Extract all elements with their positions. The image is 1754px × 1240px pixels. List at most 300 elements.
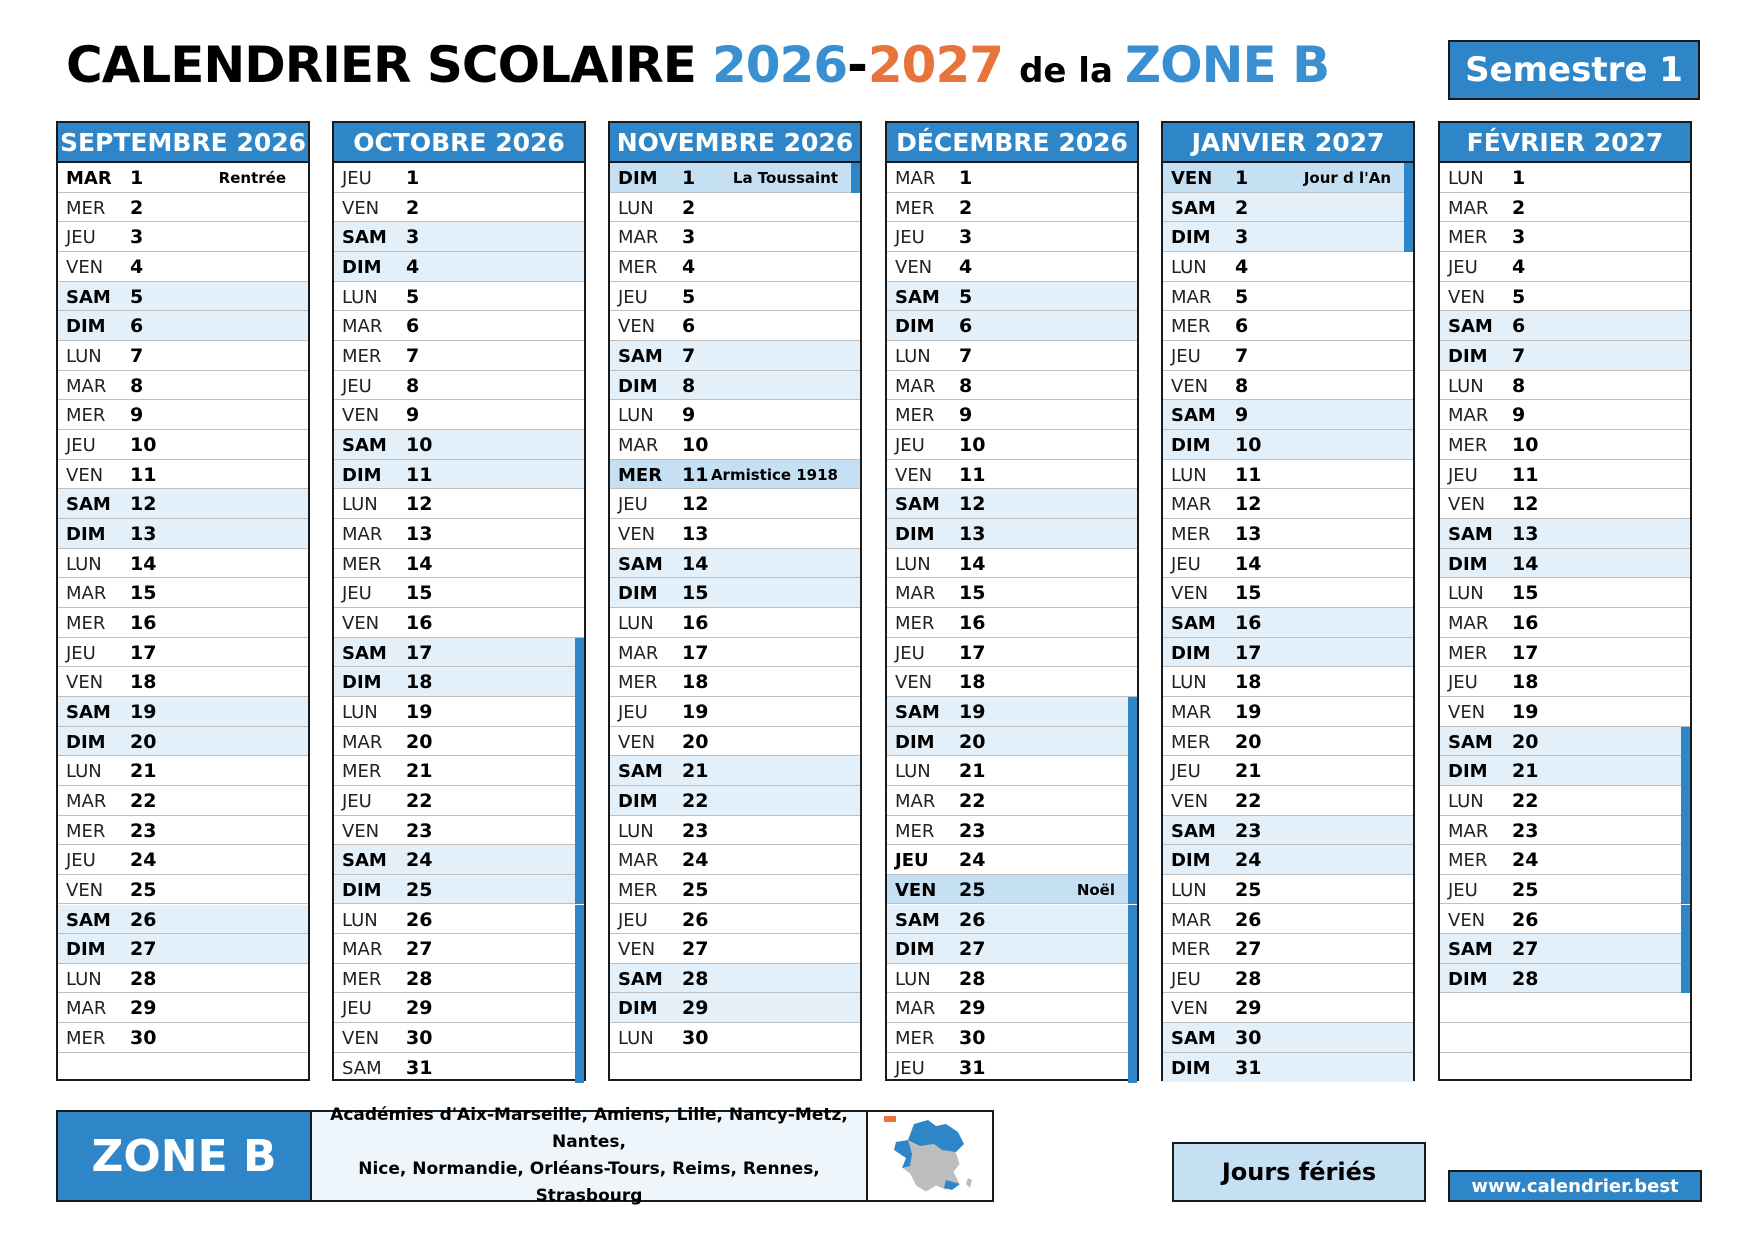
day-of-week: MAR xyxy=(618,434,659,456)
day-of-week: VEN xyxy=(66,464,104,486)
day-number: 4 xyxy=(130,255,144,278)
day-of-week: MAR xyxy=(1448,612,1489,634)
day-of-week: JEU xyxy=(66,434,96,456)
day-row xyxy=(58,1053,308,1083)
day-number: 21 xyxy=(1512,760,1539,783)
day-number: 18 xyxy=(130,671,157,694)
day-number: 16 xyxy=(959,611,986,634)
day-number: 11 xyxy=(1235,463,1262,486)
day-row xyxy=(1440,400,1690,430)
day-number: 4 xyxy=(1512,255,1526,278)
month-header: DÉCEMBRE 2026 xyxy=(887,123,1137,163)
day-of-week: SAM xyxy=(1171,1028,1216,1050)
day-of-week: MAR xyxy=(1171,494,1212,516)
day-number: 21 xyxy=(1235,760,1262,783)
day-of-week: LUN xyxy=(895,968,931,990)
day-of-week: SAM xyxy=(895,286,940,308)
day-row xyxy=(610,756,860,786)
day-number: 6 xyxy=(1235,315,1249,338)
day-of-week: SAM xyxy=(1171,197,1216,219)
day-number: 17 xyxy=(1512,641,1539,664)
day-rows xyxy=(887,163,1137,1079)
day-of-week: LUN xyxy=(618,405,654,427)
day-of-week: VEN xyxy=(618,316,656,338)
day-row xyxy=(610,845,860,875)
day-row xyxy=(887,549,1137,579)
day-row xyxy=(1163,371,1413,401)
france-map-icon-svg xyxy=(880,1114,980,1198)
day-number: 18 xyxy=(406,671,433,694)
day-row xyxy=(887,489,1137,519)
day-of-week: JEU xyxy=(895,1057,925,1079)
day-number: 7 xyxy=(1235,344,1249,367)
day-of-week: MER xyxy=(1448,642,1488,664)
day-row xyxy=(1440,727,1690,757)
day-number: 2 xyxy=(406,196,420,219)
day-of-week: JEU xyxy=(1171,553,1201,575)
day-of-week: VEN xyxy=(342,820,380,842)
day-row xyxy=(1163,430,1413,460)
day-of-week: DIM xyxy=(66,939,106,961)
day-of-week: LUN xyxy=(342,909,378,931)
day-number: 16 xyxy=(406,611,433,634)
day-number: 4 xyxy=(682,255,696,278)
day-of-week: MER xyxy=(1171,939,1211,961)
day-row xyxy=(610,222,860,252)
day-row xyxy=(334,845,584,875)
day-number: 7 xyxy=(406,344,420,367)
day-row xyxy=(1440,608,1690,638)
day-of-week: DIM xyxy=(1171,1057,1211,1079)
day-number: 30 xyxy=(406,1027,433,1050)
day-of-week: SAM xyxy=(342,850,387,872)
day-number: 24 xyxy=(1235,849,1262,872)
day-number: 26 xyxy=(406,908,433,931)
day-of-week: MER xyxy=(342,761,382,783)
day-row xyxy=(610,371,860,401)
day-of-week: DIM xyxy=(895,523,935,545)
day-row xyxy=(610,905,860,935)
day-of-week: JEU xyxy=(342,583,372,605)
day-row xyxy=(1163,460,1413,490)
day-number: 17 xyxy=(682,641,709,664)
day-row xyxy=(610,667,860,697)
day-row xyxy=(1440,311,1690,341)
day-number: 27 xyxy=(406,938,433,961)
day-number: 10 xyxy=(959,433,986,456)
month-header: NOVEMBRE 2026 xyxy=(610,123,860,163)
day-of-week: LUN xyxy=(1171,879,1207,901)
day-number: 21 xyxy=(959,760,986,783)
day-row xyxy=(58,727,308,757)
day-of-week: LUN xyxy=(895,345,931,367)
day-row xyxy=(1440,549,1690,579)
day-row xyxy=(610,1023,860,1053)
day-row xyxy=(334,1023,584,1053)
day-row xyxy=(334,786,584,816)
day-number: 27 xyxy=(1512,938,1539,961)
day-row xyxy=(610,193,860,223)
day-row xyxy=(58,282,308,312)
day-number: 30 xyxy=(959,1027,986,1050)
day-of-week: VEN xyxy=(1448,286,1486,308)
day-of-week: LUN xyxy=(342,701,378,723)
day-row xyxy=(610,311,860,341)
day-of-week: VEN xyxy=(895,256,933,278)
day-of-week: VEN xyxy=(895,464,933,486)
day-row xyxy=(334,252,584,282)
day-number: 5 xyxy=(406,285,420,308)
day-row xyxy=(1163,489,1413,519)
day-number: 2 xyxy=(1512,196,1526,219)
day-row xyxy=(1163,608,1413,638)
day-of-week: VEN xyxy=(895,879,937,901)
month-header: SEPTEMBRE 2026 xyxy=(58,123,308,163)
day-of-week: JEU xyxy=(895,434,925,456)
day-row xyxy=(887,578,1137,608)
day-of-week: MER xyxy=(342,968,382,990)
day-of-week: DIM xyxy=(1171,850,1211,872)
day-row xyxy=(58,964,308,994)
day-number: 13 xyxy=(130,522,157,545)
day-row xyxy=(1440,252,1690,282)
day-of-week: MAR xyxy=(895,998,936,1020)
day-row xyxy=(1440,519,1690,549)
day-of-week: MER xyxy=(66,820,106,842)
day-row xyxy=(610,964,860,994)
day-number: 18 xyxy=(959,671,986,694)
day-number: 15 xyxy=(130,582,157,605)
day-row xyxy=(1440,964,1690,994)
day-rows xyxy=(1440,163,1690,1079)
day-of-week: VEN xyxy=(1171,168,1213,189)
day-of-week: JEU xyxy=(895,850,929,872)
day-row xyxy=(887,1053,1137,1083)
day-row xyxy=(58,460,308,490)
day-of-week: SAM xyxy=(618,553,663,575)
day-number: 15 xyxy=(1235,582,1262,605)
day-row xyxy=(334,697,584,727)
day-number: 20 xyxy=(959,730,986,753)
day-row xyxy=(58,875,308,905)
day-number: 1 xyxy=(130,167,144,189)
day-number: 10 xyxy=(406,433,433,456)
day-row xyxy=(58,222,308,252)
day-row xyxy=(887,786,1137,816)
day-of-week: DIM xyxy=(1171,642,1211,664)
day-of-week: LUN xyxy=(1171,256,1207,278)
day-row xyxy=(334,341,584,371)
day-number: 9 xyxy=(959,404,973,427)
day-row xyxy=(1440,163,1690,193)
day-of-week: JEU xyxy=(618,701,648,723)
day-of-week: JEU xyxy=(66,642,96,664)
day-row xyxy=(334,282,584,312)
day-of-week: DIM xyxy=(342,672,382,694)
day-of-week: MAR xyxy=(895,375,936,397)
day-of-week: LUN xyxy=(1448,790,1484,812)
day-number: 21 xyxy=(682,760,709,783)
day-row xyxy=(887,222,1137,252)
day-number: 19 xyxy=(406,700,433,723)
day-row xyxy=(334,549,584,579)
day-row xyxy=(334,519,584,549)
day-of-week: MER xyxy=(895,820,935,842)
day-of-week: MAR xyxy=(1171,286,1212,308)
day-row xyxy=(1440,341,1690,371)
day-number: 4 xyxy=(1235,255,1249,278)
day-row xyxy=(58,608,308,638)
day-row xyxy=(1163,875,1413,905)
day-row xyxy=(887,697,1137,727)
day-number: 28 xyxy=(130,967,157,990)
day-row xyxy=(58,934,308,964)
day-row xyxy=(58,193,308,223)
day-of-week: JEU xyxy=(342,375,372,397)
day-note: Jour d l'An xyxy=(1303,169,1391,187)
day-number: 23 xyxy=(130,819,157,842)
day-rows xyxy=(1163,163,1413,1079)
day-number: 5 xyxy=(130,285,144,308)
day-row xyxy=(610,578,860,608)
day-number: 28 xyxy=(1235,967,1262,990)
day-number: 1 xyxy=(682,167,696,189)
day-of-week: DIM xyxy=(1448,553,1488,575)
month-column xyxy=(1438,121,1692,1081)
day-rows xyxy=(58,163,308,1079)
day-of-week: LUN xyxy=(66,968,102,990)
day-number: 29 xyxy=(682,997,709,1020)
day-row xyxy=(334,578,584,608)
day-row xyxy=(610,816,860,846)
day-of-week: VEN xyxy=(342,1028,380,1050)
zone-info-box xyxy=(56,1105,994,1206)
day-row xyxy=(58,1023,308,1053)
day-of-week: MAR xyxy=(1448,197,1489,219)
day-number: 7 xyxy=(959,344,973,367)
day-row xyxy=(1163,163,1413,193)
day-row xyxy=(1163,786,1413,816)
day-row xyxy=(610,786,860,816)
day-number: 13 xyxy=(1235,522,1262,545)
day-row xyxy=(58,993,308,1023)
day-of-week: VEN xyxy=(618,523,656,545)
day-row xyxy=(1163,697,1413,727)
day-row xyxy=(1163,282,1413,312)
day-row xyxy=(610,282,860,312)
day-of-week: SAM xyxy=(342,227,387,249)
day-row xyxy=(610,875,860,905)
day-of-week: DIM xyxy=(342,464,382,486)
month-column xyxy=(608,121,862,1081)
day-row xyxy=(887,993,1137,1023)
day-of-week: SAM xyxy=(1448,316,1493,338)
day-number: 4 xyxy=(406,255,420,278)
day-number: 19 xyxy=(130,700,157,723)
day-number: 6 xyxy=(130,315,144,338)
day-number: 19 xyxy=(959,700,986,723)
day-of-week: LUN xyxy=(66,553,102,575)
day-row xyxy=(887,964,1137,994)
month-column xyxy=(332,121,586,1081)
title-main: CALENDRIER SCOLAIRE xyxy=(66,36,696,94)
day-of-week: JEU xyxy=(1448,672,1478,694)
day-of-week: SAM xyxy=(895,494,940,516)
day-number: 14 xyxy=(959,552,986,575)
day-of-week: LUN xyxy=(618,820,654,842)
day-of-week: DIM xyxy=(66,731,106,753)
day-row xyxy=(887,282,1137,312)
day-row xyxy=(1163,845,1413,875)
day-row xyxy=(58,905,308,935)
day-row xyxy=(1163,222,1413,252)
day-row xyxy=(1440,993,1690,1023)
day-row xyxy=(334,667,584,697)
day-number: 16 xyxy=(682,611,709,634)
day-number: 12 xyxy=(1512,493,1539,516)
day-number: 14 xyxy=(1512,552,1539,575)
day-number: 25 xyxy=(406,878,433,901)
day-number: 9 xyxy=(682,404,696,427)
day-of-week: MAR xyxy=(66,168,112,189)
day-rows xyxy=(610,163,860,1079)
legend-jours-feries: Jours fériés xyxy=(1172,1142,1426,1202)
day-row xyxy=(1440,460,1690,490)
day-row xyxy=(1163,934,1413,964)
academies-line-1: Académies d'Aix-Marseille, Amiens, Lille, Nancy-Metz, Nantes, xyxy=(330,1105,848,1152)
day-row xyxy=(610,993,860,1023)
day-note: La Toussaint xyxy=(732,169,838,187)
day-of-week: MAR xyxy=(66,583,107,605)
day-of-week: VEN xyxy=(895,672,933,694)
day-row xyxy=(334,816,584,846)
day-number: 13 xyxy=(682,522,709,545)
page-title xyxy=(66,36,1329,106)
day-number: 8 xyxy=(130,374,144,397)
day-row xyxy=(58,252,308,282)
day-of-week: LUN xyxy=(1448,375,1484,397)
day-number: 26 xyxy=(682,908,709,931)
day-row xyxy=(887,816,1137,846)
month-header: FÉVRIER 2027 xyxy=(1440,123,1690,163)
day-number: 12 xyxy=(682,493,709,516)
day-row xyxy=(1440,282,1690,312)
day-number: 6 xyxy=(682,315,696,338)
day-number: 9 xyxy=(1235,404,1249,427)
day-number: 30 xyxy=(1235,1027,1262,1050)
day-number: 31 xyxy=(406,1056,433,1079)
day-row xyxy=(610,163,860,193)
day-of-week: JEU xyxy=(618,909,648,931)
day-of-week: MAR xyxy=(342,731,383,753)
day-of-week: MER xyxy=(66,405,106,427)
day-row xyxy=(610,341,860,371)
day-row xyxy=(334,993,584,1023)
day-row xyxy=(58,845,308,875)
day-of-week: MER xyxy=(1448,227,1488,249)
day-of-week: MER xyxy=(895,612,935,634)
day-number: 29 xyxy=(130,997,157,1020)
day-of-week: MAR xyxy=(895,790,936,812)
day-number: 14 xyxy=(406,552,433,575)
day-number: 11 xyxy=(682,463,709,486)
day-of-week: DIM xyxy=(342,879,382,901)
day-row xyxy=(887,727,1137,757)
day-of-week: MAR xyxy=(895,168,936,189)
day-number: 19 xyxy=(1512,700,1539,723)
day-row xyxy=(887,608,1137,638)
day-number: 11 xyxy=(959,463,986,486)
website-link[interactable]: www.calendrier.best xyxy=(1448,1170,1702,1202)
zone-label: ZONE B xyxy=(58,1112,312,1200)
day-of-week: JEU xyxy=(1171,968,1201,990)
day-number: 7 xyxy=(130,344,144,367)
day-row xyxy=(334,371,584,401)
day-number: 26 xyxy=(1512,908,1539,931)
day-row xyxy=(887,193,1137,223)
day-number: 28 xyxy=(682,967,709,990)
day-row xyxy=(1440,786,1690,816)
day-of-week: VEN xyxy=(342,405,380,427)
day-of-week: SAM xyxy=(1171,820,1216,842)
day-of-week: SAM xyxy=(1448,731,1493,753)
day-of-week: DIM xyxy=(66,523,106,545)
day-of-week: MER xyxy=(618,464,663,486)
day-number: 14 xyxy=(1235,552,1262,575)
day-of-week: VEN xyxy=(66,256,104,278)
day-of-week: MER xyxy=(1171,731,1211,753)
day-number: 22 xyxy=(959,789,986,812)
day-number: 5 xyxy=(682,285,696,308)
day-number: 10 xyxy=(130,433,157,456)
day-number: 27 xyxy=(130,938,157,961)
day-number: 7 xyxy=(682,344,696,367)
day-row xyxy=(887,519,1137,549)
day-of-week: MAR xyxy=(1171,909,1212,931)
day-row xyxy=(58,756,308,786)
day-number: 6 xyxy=(406,315,420,338)
day-of-week: DIM xyxy=(618,583,658,605)
day-of-week: MAR xyxy=(342,939,383,961)
day-of-week: MER xyxy=(1171,523,1211,545)
day-row xyxy=(1163,756,1413,786)
day-row xyxy=(58,341,308,371)
day-number: 13 xyxy=(406,522,433,545)
day-of-week: MER xyxy=(342,553,382,575)
day-of-week: MAR xyxy=(66,998,107,1020)
day-row xyxy=(58,697,308,727)
map-corsica xyxy=(966,1178,972,1188)
day-row xyxy=(1440,1023,1690,1053)
day-row xyxy=(1163,1023,1413,1053)
day-number: 16 xyxy=(1512,611,1539,634)
day-number: 5 xyxy=(959,285,973,308)
day-of-week: MAR xyxy=(1448,405,1489,427)
day-of-week: LUN xyxy=(618,197,654,219)
day-of-week: SAM xyxy=(895,909,940,931)
day-number: 27 xyxy=(1235,938,1262,961)
day-row xyxy=(58,400,308,430)
day-number: 8 xyxy=(1235,374,1249,397)
day-row xyxy=(1440,905,1690,935)
day-of-week: JEU xyxy=(895,227,925,249)
day-number: 27 xyxy=(682,938,709,961)
day-number: 24 xyxy=(406,849,433,872)
day-row xyxy=(334,1053,584,1083)
day-row xyxy=(1440,816,1690,846)
day-of-week: DIM xyxy=(1448,345,1488,367)
day-number: 21 xyxy=(406,760,433,783)
